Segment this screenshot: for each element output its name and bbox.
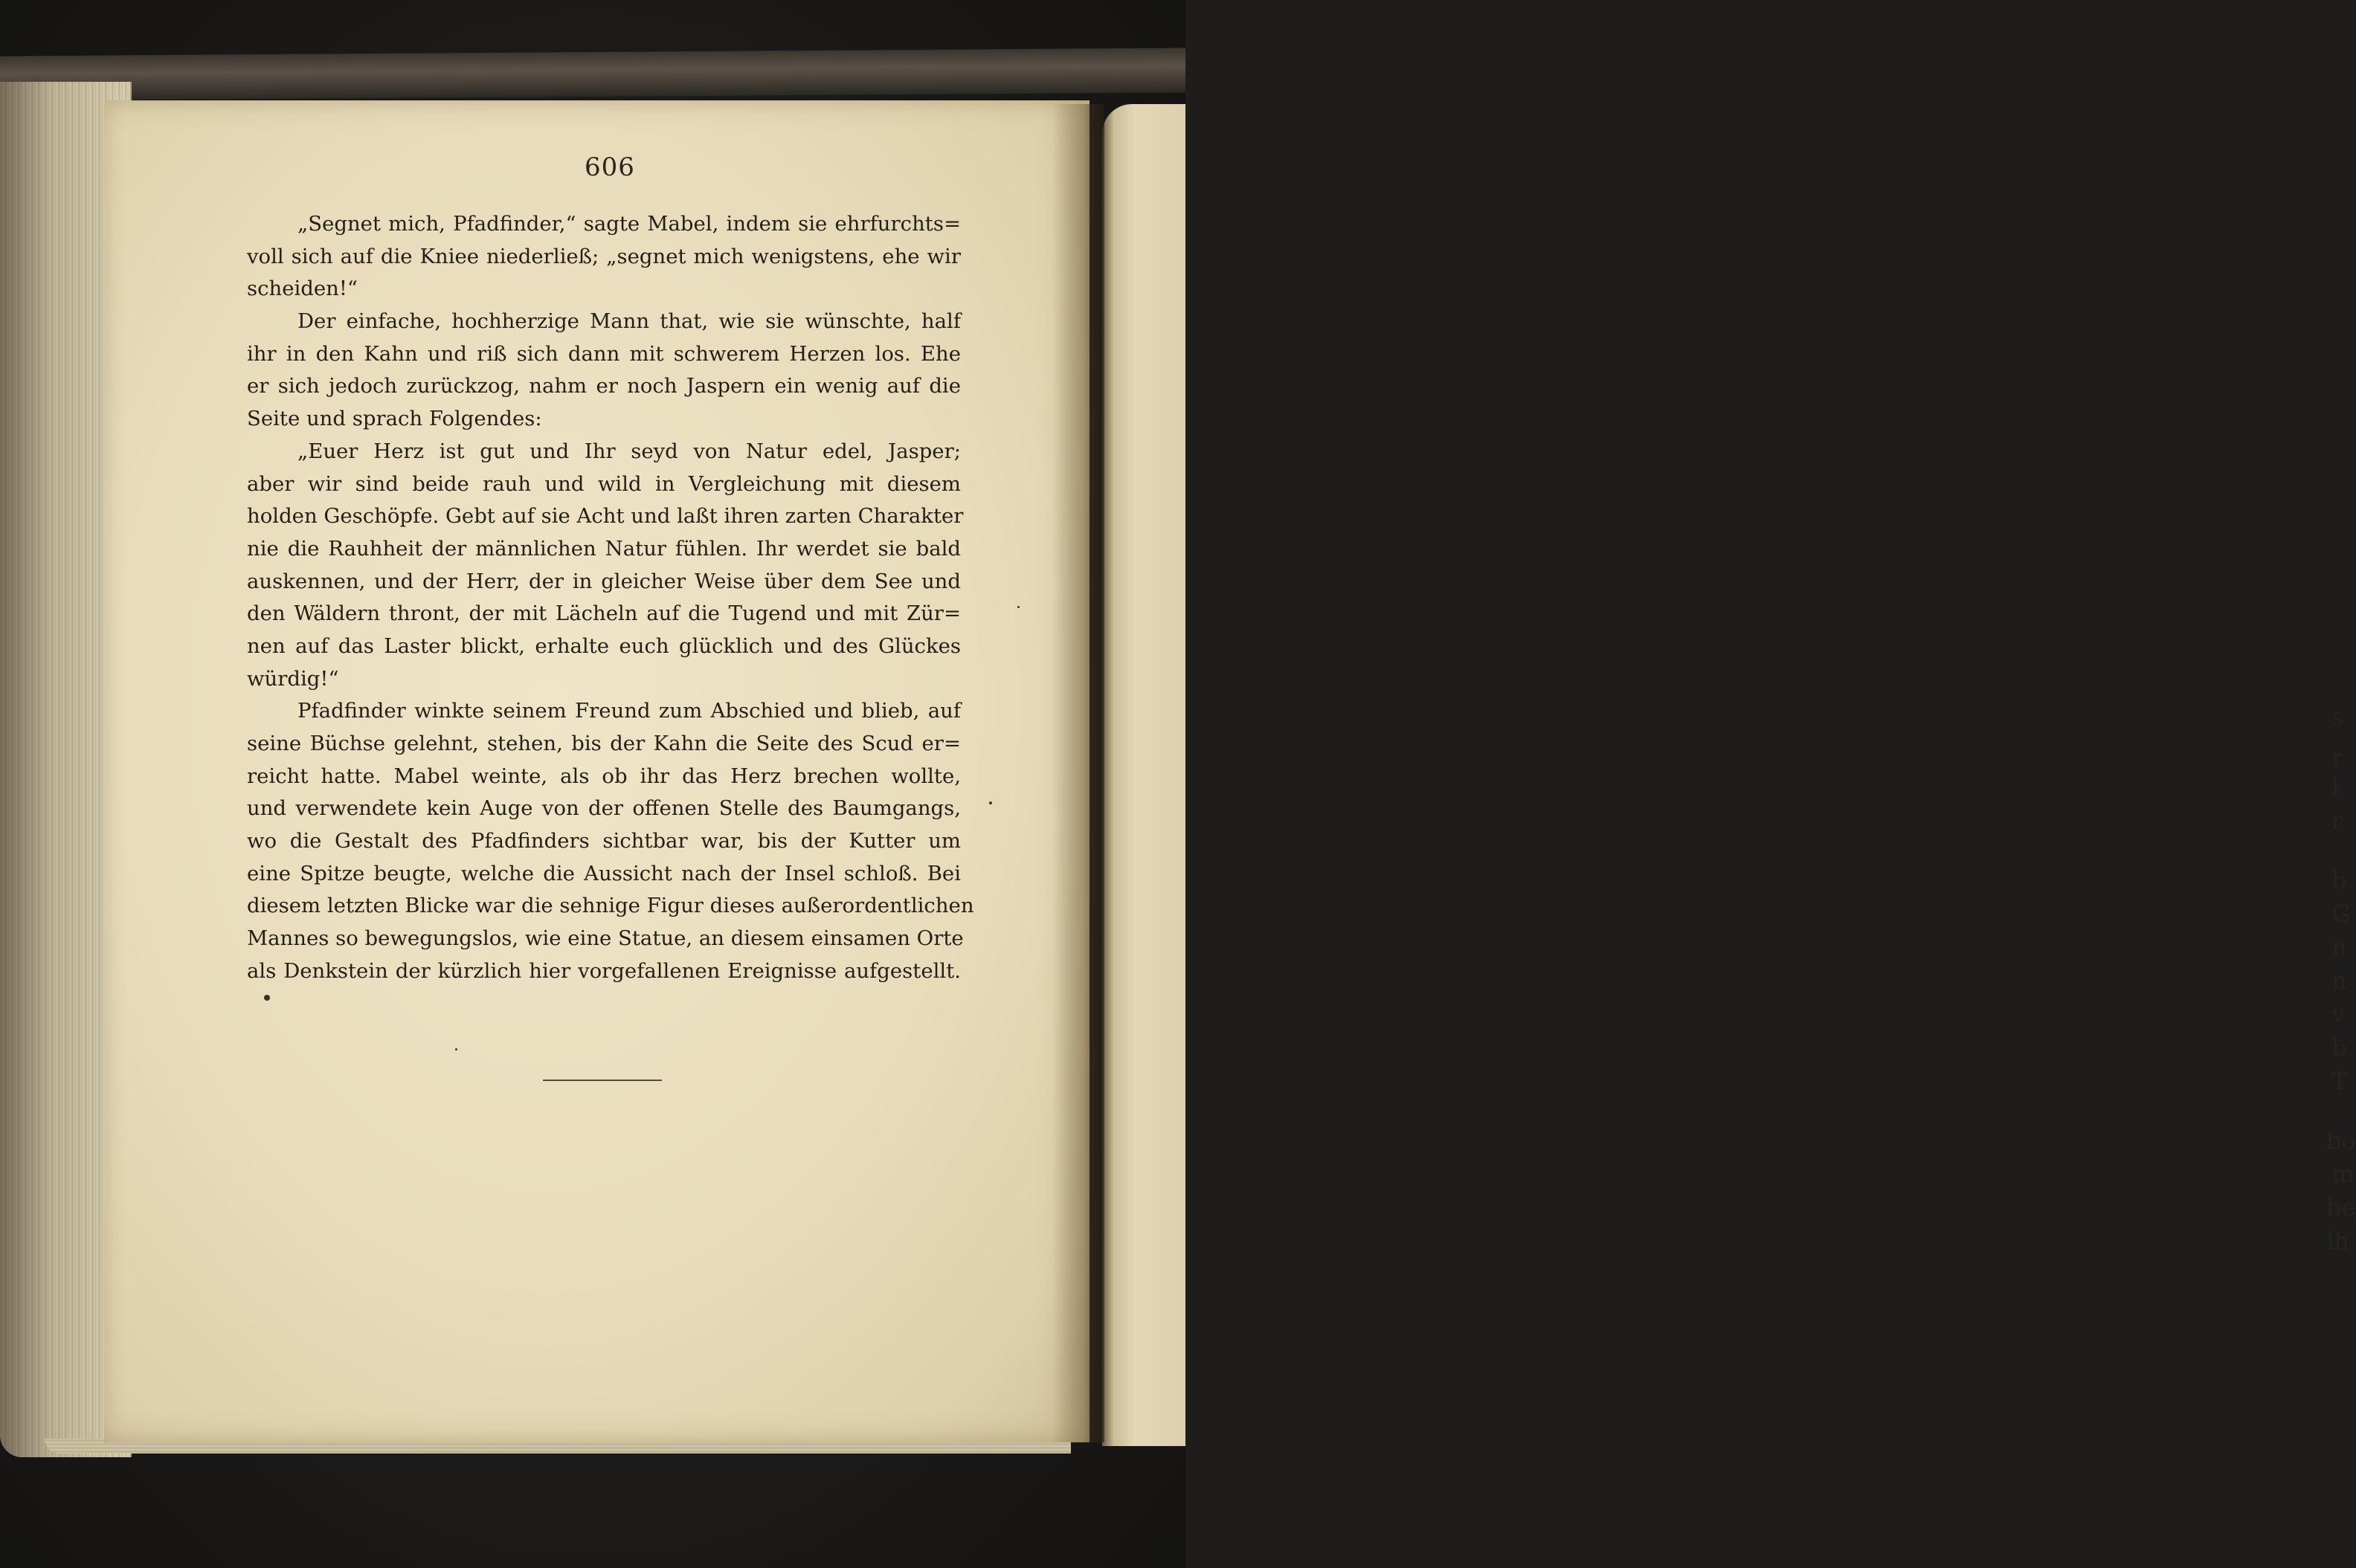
text-line: Der einfache, hochherzige Mann that, wie sie wünschte, half — [297, 309, 961, 334]
text-line: aber wir sind beide rauh und wild in Vergleichung mit diesem — [247, 471, 961, 496]
gutter-shadow — [1052, 104, 1104, 1442]
facing-page-fragment: ih — [2326, 1227, 2349, 1255]
text-line: „Segnet mich, Pfadfinder,“ sagte Mabel, indem sie ehrfurchts= — [297, 212, 961, 236]
page-number: 606 — [585, 152, 635, 182]
facing-page-fragment: b — [2331, 866, 2347, 894]
paper-speck — [455, 1048, 457, 1051]
facing-page-fragment: r — [2331, 807, 2343, 835]
text-line: reicht hatte. Mabel weinte, als ob ihr das Herz brechen wollte, — [247, 764, 961, 788]
facing-page-fragment: r — [2331, 743, 2343, 772]
text-line: wo die Gestalt des Pfadfinders sichtbar war, bis der Kutter um — [247, 829, 961, 854]
text-line: den Wäldern thront, der mit Lächeln auf die Tugend und mit Zür= — [247, 601, 961, 626]
facing-page-fragment: n — [2331, 933, 2347, 961]
facing-page-fragment: n — [2331, 967, 2347, 995]
paper-speck — [1017, 606, 1020, 608]
paper-speck — [264, 995, 270, 1001]
text-line: würdig!“ — [247, 666, 339, 691]
text-line: voll sich auf die Kniee niederließ; „segnet mich wenigstens, ehe wir — [247, 244, 961, 268]
text-line: diesem letzten Blicke war die sehnige Figur dieses außerordentlichen — [247, 894, 974, 918]
facing-page-fragment: bo — [2326, 1126, 2356, 1155]
text-line: nie die Rauhheit der männlichen Natur fühlen. Ihr werdet sie bald — [247, 536, 961, 561]
text-line: seine Büchse gelehnt, stehen, bis der Kahn die Seite des Scud er= — [247, 732, 961, 755]
text-line: Seite und sprach Folgendes: — [247, 407, 542, 431]
book-cover-edge — [0, 48, 1185, 100]
text-line: als Denkstein der kürzlich hier vorgefallenen Ereignisse aufgestellt. — [247, 958, 961, 983]
text-line: holden Geschöpfe. Gebt auf sie Acht und laßt ihren zarten Charakter — [247, 504, 964, 529]
text-line: Pfadfinder winkte seinem Freund zum Abschied und blieb, auf — [297, 699, 961, 723]
facing-page-fragment: v — [2331, 1000, 2346, 1028]
text-line: scheiden!“ — [247, 277, 358, 301]
text-line: ihr in den Kahn und riß sich dann mit schwerem Herzen los. Ehe — [247, 341, 961, 366]
text-line: Mannes so bewegungslos, wie eine Statue, an diesem einsamen Orte — [247, 926, 964, 951]
facing-page-fragment: l — [2331, 773, 2340, 801]
facing-page-text — [1160, 0, 2356, 1568]
page-text — [247, 208, 974, 988]
text-line: er sich jedoch zurückzog, nahm er noch Jaspern ein wenig auf die — [247, 374, 961, 399]
facing-page-fragment: be — [2326, 1193, 2356, 1222]
facing-page-fragment: s — [2331, 703, 2344, 731]
text-line: auskennen, und der Herr, der in gleicher Weise über dem See und — [247, 569, 961, 593]
paper-speck — [989, 801, 992, 804]
facing-page-fragment: m — [2331, 1160, 2355, 1188]
text-line: „Euer Herz ist gut und Ihr seyd von Natur edel, Jasper; — [297, 439, 961, 463]
text-line: nen auf das Laster blickt, erhalte euch glücklich und des Glückes — [247, 633, 961, 658]
facing-page-fragment: b — [2331, 1033, 2347, 1062]
section-rule — [543, 1080, 662, 1081]
facing-page-fragment: T — [2331, 1067, 2348, 1095]
facing-page-fragment: G — [2331, 900, 2351, 928]
text-line: und verwendete kein Auge von der offenen Stelle des Baumgangs, — [247, 796, 961, 821]
text-line: eine Spitze beugte, welche die Aussicht nach der Insel schloß. Bei — [247, 861, 961, 885]
